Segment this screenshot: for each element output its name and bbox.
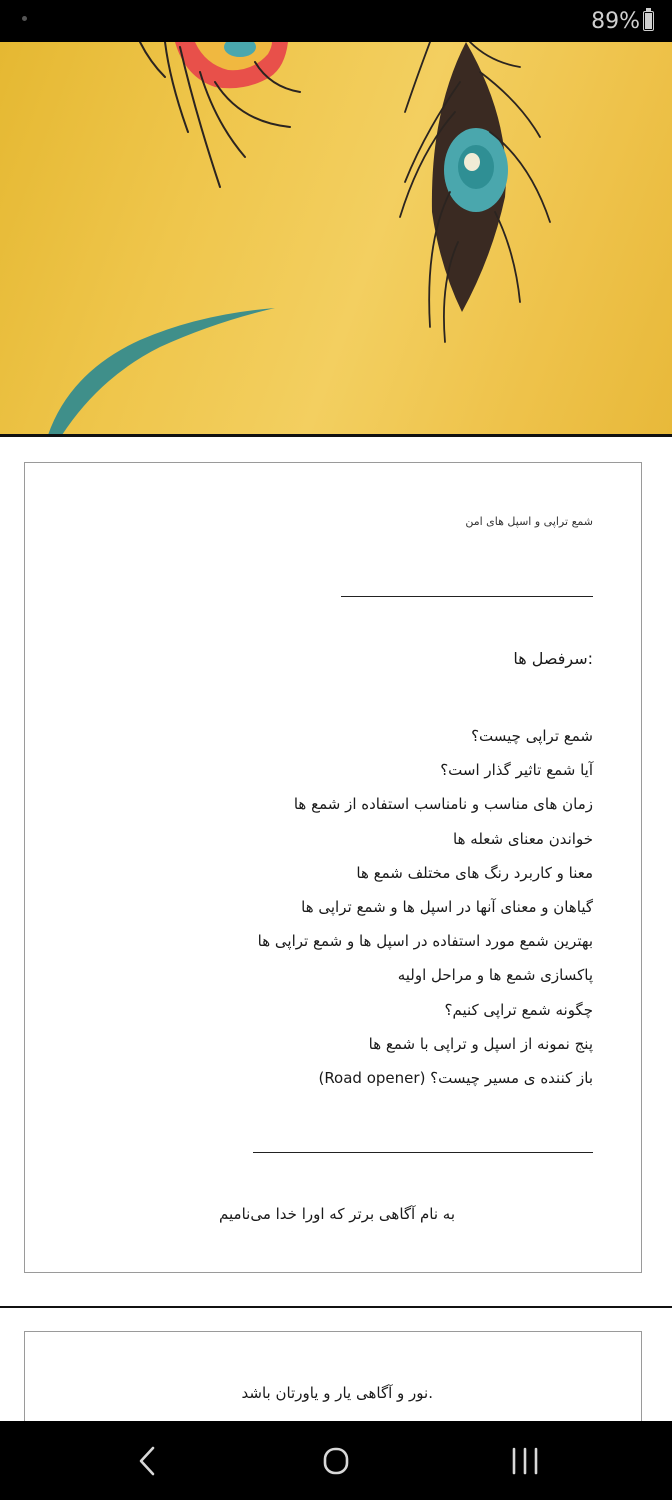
battery-icon: [643, 11, 654, 31]
toc-item: خواندن معنای شعله ها: [453, 829, 593, 848]
notification-dot-icon: [22, 16, 27, 21]
closing-line: به نام آگاهی برتر که اورا خدا می‌نامیم: [219, 1205, 455, 1223]
document-page-1: [24, 462, 642, 1273]
page-separator: [0, 1306, 672, 1308]
toc-item: آیا شمع تاثیر گذار است؟: [440, 761, 593, 780]
recent-apps-icon: [494, 1441, 554, 1481]
toc-item: معنا و کاربرد رنگ های مختلف شمع ها: [356, 863, 593, 882]
footer-rule: [253, 1152, 593, 1153]
back-button[interactable]: [118, 1441, 178, 1481]
toc-item: گیاهان و معنای آنها در اسپل ها و شمع تراپی ها: [301, 898, 593, 917]
recent-apps-button[interactable]: [494, 1441, 554, 1481]
toc-item: باز کننده ی مسیر چیست؟ (Road opener): [318, 1069, 593, 1088]
back-chevron-icon: [118, 1441, 178, 1481]
section-title: :سرفصل ها: [513, 649, 593, 668]
toc-item: شمع تراپی چیست؟: [471, 727, 593, 745]
toc-item: پاکسازی شمع ها و مراحل اولیه: [397, 966, 593, 985]
toc-item: زمان های مناسب و نامناسب استفاده از شمع ها: [293, 795, 593, 814]
navigation-bar: [0, 1421, 672, 1500]
cover-divider: [0, 434, 672, 437]
status-bar: [0, 0, 672, 42]
table-of-contents: [258, 719, 593, 1095]
blessing-line: .نور و آگاهی یار و یاورتان باشد: [241, 1384, 433, 1402]
cover-artwork-icon: [0, 42, 672, 435]
battery-percentage: 89%: [591, 9, 640, 34]
home-button[interactable]: [306, 1441, 366, 1481]
document-header: شمع تراپی و اسپل های امن: [465, 515, 593, 528]
toc-item: پنج نمونه از اسپل و تراپی با شمع ها: [368, 1034, 593, 1053]
home-circle-icon: [306, 1441, 366, 1481]
toc-item: چگونه شمع تراپی کنیم؟: [444, 1000, 593, 1019]
header-rule: [341, 596, 593, 597]
toc-item: بهترین شمع مورد استفاده در اسپل ها و شمع تراپی ها: [257, 932, 593, 951]
cover-illustration: [0, 42, 672, 435]
